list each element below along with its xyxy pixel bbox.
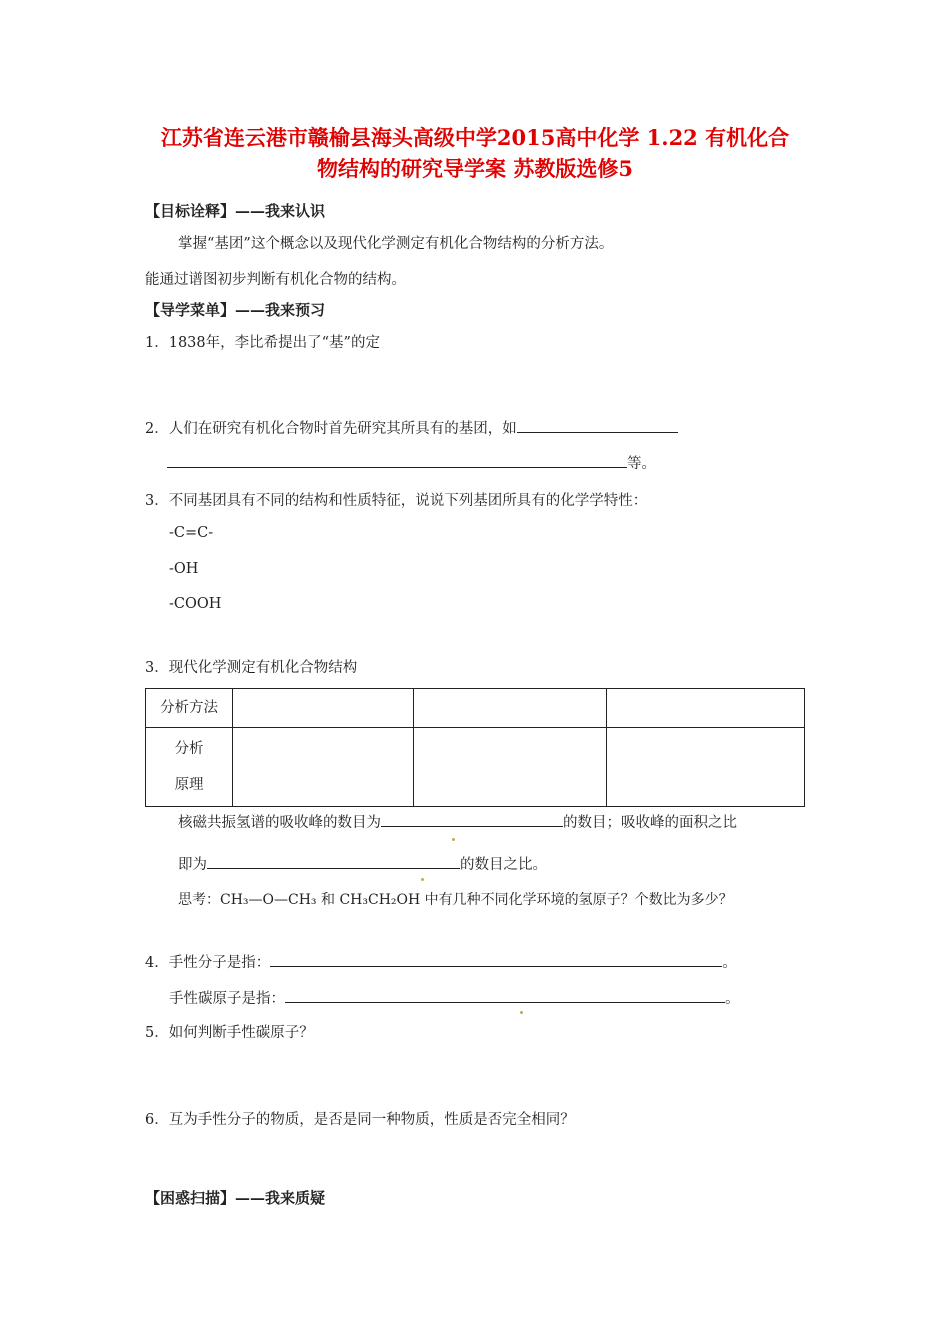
question-2	[145, 417, 678, 438]
period: 。	[725, 991, 740, 1007]
section-heading-doubt: 【困惑扫描】——我来质疑	[145, 1189, 326, 1207]
table-cell-label: 分析 原理	[146, 728, 233, 807]
answer-blank[interactable]	[517, 417, 678, 433]
table-cell-label: 分析方法	[146, 689, 233, 728]
question-4b-text: 手性碳原子是指：	[169, 991, 285, 1007]
functional-group-hydroxyl: -OH	[169, 561, 199, 577]
answer-blank[interactable]	[285, 987, 725, 1003]
question-3b: 3．现代化学测定有机化合物结构	[145, 660, 358, 676]
table-cell-blank[interactable]	[606, 689, 804, 728]
goal-paragraph-2: 能通过谱图初步判断有机化合物的结构。	[145, 272, 406, 288]
question-2-end: 等。	[627, 456, 656, 472]
question-4-text: 4．手性分子是指：	[145, 955, 271, 971]
question-4b	[169, 987, 740, 1008]
document-title-line-2: 物结构的研究导学案 苏教版选修5	[317, 156, 633, 181]
table-row	[146, 689, 805, 728]
question-1: 1．1838年，李比希提出了“基”的定	[145, 335, 380, 351]
question-2-text: 2．人们在研究有机化合物时首先研究其所具有的基团，如	[145, 421, 517, 437]
nmr-text-c: 即为	[178, 857, 207, 873]
table-cell-blank[interactable]	[414, 689, 606, 728]
nmr-text-b: 的数目；吸收峰的面积之比	[563, 815, 737, 831]
table-row	[146, 728, 805, 807]
functional-group-alkene: -C=C-	[169, 525, 214, 541]
nmr-text-a: 核磁共振氢谱的吸收峰的数目为	[178, 815, 381, 831]
question-5: 5．如何判断手性碳原子？	[145, 1025, 314, 1041]
question-6: 6．互为手性分子的物质，是否是同一种物质，性质是否完全相同？	[145, 1112, 575, 1128]
answer-blank[interactable]	[167, 452, 627, 468]
functional-group-carboxyl: -COOH	[169, 596, 222, 612]
analysis-methods-table	[145, 688, 805, 807]
goal-paragraph-1: 掌握“基团”这个概念以及现代化学测定有机化合物结构的分析方法。	[178, 236, 614, 252]
scan-dot	[520, 999, 523, 1018]
answer-blank[interactable]	[381, 811, 563, 827]
table-cell-blank[interactable]	[233, 689, 414, 728]
nmr-line-1	[178, 811, 737, 832]
question-2-continued	[167, 452, 656, 473]
section-heading-goal: 【目标诠释】——我来认识	[145, 202, 326, 220]
question-4	[145, 951, 737, 972]
section-heading-guide: 【导学菜单】——我来预习	[145, 301, 326, 319]
scan-dot	[421, 866, 424, 885]
think-question: 思考：CH₃—O—CH₃ 和 CH₃CH₂OH 中有几种不同化学环境的氢原子？个数比为多少？	[178, 892, 733, 908]
period: 。	[722, 955, 737, 971]
question-3: 3．不同基团具有不同的结构和性质特征，说说下列基团所具有的化学学特性：	[145, 493, 648, 509]
document-title-line-1: 江苏省连云港市赣榆县海头高级中学2015高中化学 1.22 有机化合	[160, 125, 790, 150]
table-cell-blank[interactable]	[606, 728, 804, 807]
nmr-line-2	[178, 853, 547, 874]
answer-blank[interactable]	[270, 951, 722, 967]
scan-dot	[452, 826, 455, 845]
table-cell-blank[interactable]	[414, 728, 606, 807]
table-cell-blank[interactable]	[233, 728, 414, 807]
nmr-text-d: 的数目之比。	[460, 857, 547, 873]
